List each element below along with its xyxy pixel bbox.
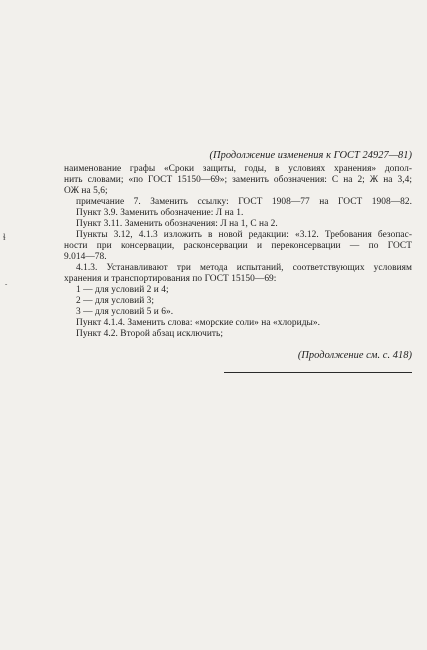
paragraph-line: Пункт 3.9. Заменить обозначение: Л на 1. bbox=[76, 208, 244, 218]
paragraph-line: примечание 7. Заменить ссылку: ГОСТ 1908—77 на ГОСТ 1908—82. bbox=[76, 197, 412, 207]
continuation-footer: (Продолжение см. с. 418) bbox=[297, 350, 412, 361]
paragraph-line: 9.014—78. bbox=[64, 252, 107, 262]
margin-mark: ɬ bbox=[3, 232, 6, 242]
paragraph-line: наименование графы «Сроки защиты, годы, в условиях хранения» допол- bbox=[64, 164, 412, 174]
list-item: 3 — для условий 5 и 6». bbox=[76, 307, 174, 317]
paragraph-line: ОЖ на 5,6; bbox=[64, 186, 108, 196]
paragraph-line: Пункты 3.12, 4.1.3 изложить в новой редакции: «3.12. Требования безопас- bbox=[76, 230, 412, 240]
list-item: 1 — для условий 2 и 4; bbox=[76, 285, 169, 295]
paragraph-line: хранения и транспортирования по ГОСТ 15150—69: bbox=[64, 274, 277, 284]
paragraph-line: Пункт 4.1.4. Заменить слова: «морские соли» на «хлориды». bbox=[76, 318, 321, 328]
list-item: 2 — для условий 3; bbox=[76, 296, 155, 306]
paragraph-line: нить словами; «по ГОСТ 15150—69»; заменить обозначения: С на 2; Ж на 3,4; bbox=[64, 175, 412, 185]
paragraph-line: ности при консервации, расконсервации и переконсервации — по ГОСТ bbox=[64, 241, 412, 251]
continuation-header: (Продолжение изменения к ГОСТ 24927—81) bbox=[209, 150, 412, 161]
paragraph-line: 4.1.3. Устанавливают три метода испытаний, соответствующих условиям bbox=[76, 263, 412, 273]
separator-rule bbox=[224, 372, 412, 373]
paragraph-line: Пункт 4.2. Второй абзац исключить; bbox=[76, 329, 224, 339]
paragraph-line: Пункт 3.11. Заменить обозначения: Л на 1, С на 2. bbox=[76, 219, 278, 229]
margin-mark: ˘ bbox=[5, 283, 8, 291]
